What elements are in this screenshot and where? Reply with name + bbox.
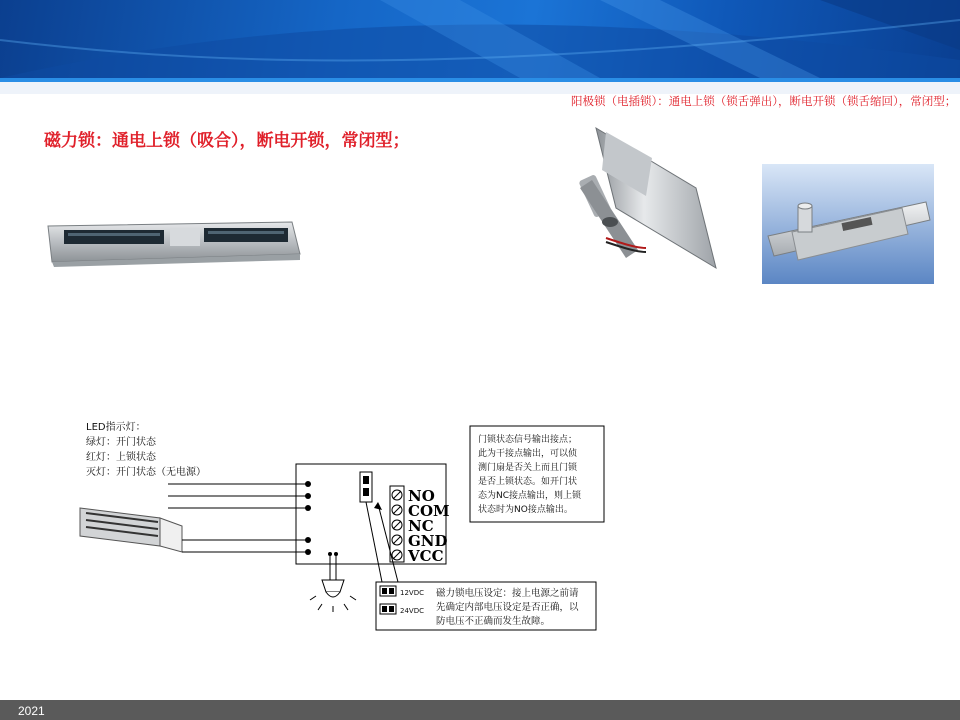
footer-bar — [0, 700, 960, 720]
led-green: 绿灯：开门状态 — [86, 437, 156, 448]
note-line-2: 此为干接点输出，可以侦 — [478, 449, 578, 459]
wiring-schematic — [78, 418, 608, 640]
magnetic-lock-photo — [42, 218, 304, 268]
terminal-gnd: GND — [408, 532, 448, 550]
led-red: 红灯：上锁状态 — [86, 452, 156, 463]
voltage-note-line-1: 磁力锁电压设定：接上电源之前请 — [436, 588, 579, 599]
terminal-no: NO — [408, 487, 435, 505]
magnetic-lock-title: 磁力锁：通电上锁（吸合），断电开锁，常闭型； — [44, 131, 410, 151]
signal-wires — [168, 484, 310, 552]
electric-bolt-side-photo — [762, 164, 934, 284]
indicator-lamp-icon — [310, 552, 356, 612]
voltage-24-label: 24VDC — [400, 607, 424, 615]
note-line-3: 测门扇是否关上而且门锁 — [478, 463, 578, 473]
led-heading: LED指示灯： — [86, 422, 146, 433]
header-banner — [0, 0, 960, 78]
lock-body-drawing — [80, 508, 182, 552]
voltage-note-line-2: 先确定内部电压设定是否正确，以 — [436, 602, 579, 613]
led-off: 灭灯：开门状态（无电源） — [86, 467, 206, 478]
note-line-4: 是否上锁状态。如开门状 — [478, 477, 578, 487]
banner-decoration — [0, 0, 960, 78]
electric-bolt-title: 阳极锁（电插锁）：通电上锁（锁舌弹出），断电开锁（锁舌缩回），常闭型； — [571, 94, 957, 108]
jumper-pointer-line — [366, 502, 382, 582]
electric-bolt-photo — [566, 118, 724, 276]
note-line-1: 门锁状态信号输出接点； — [478, 435, 578, 445]
note-line-6: 状态时为NO接点输出。 — [478, 505, 573, 515]
terminal-nc: NC — [408, 517, 434, 535]
terminal-vcc: VCC — [408, 547, 444, 565]
terminal-com: COM — [408, 502, 450, 520]
note-line-5: 态为NC接点输出，则上锁 — [478, 491, 582, 501]
wire-terminal-dots — [305, 481, 311, 555]
voltage-note-line-3: 防电压不正确而发生故障。 — [436, 616, 551, 627]
footer-year: 2021 — [18, 704, 45, 718]
voltage-12-label: 12VDC — [400, 589, 424, 597]
terminal-block — [390, 486, 404, 562]
